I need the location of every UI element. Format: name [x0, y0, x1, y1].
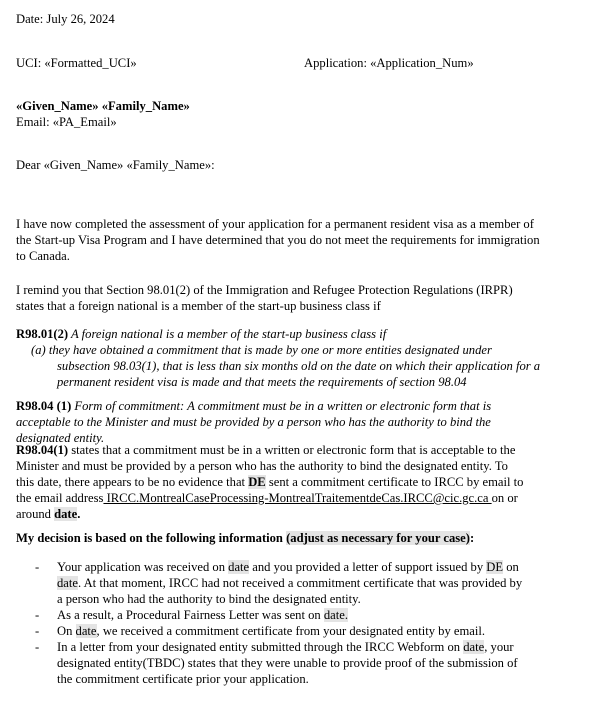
- regulation-ref: R98.01(2): [16, 327, 69, 341]
- decision-heading-text: My decision is based on the following information: [16, 531, 287, 545]
- decision-note: (adjust as necessary for your case): [286, 531, 470, 545]
- salutation: Dear «Given_Name» «Family_Name»:: [16, 158, 215, 172]
- regulation-text: A foreign national is a member of the start-up business class if: [68, 327, 387, 341]
- placeholder-de: DE: [486, 560, 504, 574]
- placeholder-date: date: [57, 576, 78, 590]
- decision-list: [16, 559, 528, 687]
- placeholder-de: DE: [248, 475, 266, 489]
- regulation-text: Form of commitment: A commitment must be in a written or electronic form that is acceptable to the Minister and must be provided by a person who has the authority to bind the designated entity.: [16, 399, 492, 445]
- reminder-paragraph: I remind you that Section 98.01(2) of the Immigration and Refugee Protection Regulations (IRPR) states that a foreign national is a member of the start-up business class if: [16, 283, 513, 313]
- intro-paragraph: I have now completed the assessment of your application for a permanent resident visa as a member of the Start-up Visa Program and I have determined that you do not meet the requirements for immigration to Canada.: [16, 217, 540, 263]
- list-item: [16, 639, 528, 687]
- list-item: [16, 623, 528, 639]
- placeholder-date: date: [75, 624, 97, 638]
- decision-colon: :: [469, 531, 475, 545]
- evidence-paragraph: [16, 442, 528, 522]
- evidence-end: .: [77, 507, 81, 521]
- item-text: and you provided a letter of support issued by: [249, 560, 487, 574]
- regulation-ref: R98.04(1): [16, 443, 69, 457]
- item-text: , your designated entity(TBDC) states that they were unable to provide proof of the submission of the commitment certificate prior your application.: [57, 640, 518, 686]
- placeholder-date: date: [54, 507, 78, 521]
- item-text: . At that moment, IRCC had not received a commitment certificate that was provided by a person who had the authority to bind the designated entity.: [57, 576, 523, 606]
- item-text: , we received a commitment certificate from your designated entity by email.: [96, 624, 486, 638]
- item-text: Your application was received on: [57, 560, 229, 574]
- item-text: on: [503, 560, 519, 574]
- ircc-email-link[interactable]: IRCC.MontrealCaseProcessing-MontrealTraitementdeCas.IRCC@cic.gc.ca: [103, 491, 492, 505]
- evidence-text: sent a commitment certificate to IRCC by email to the email address: [16, 475, 524, 505]
- list-item: [16, 559, 528, 607]
- decision-heading: [16, 530, 474, 546]
- recipient-name: «Given_Name» «Family_Name»: [16, 99, 190, 113]
- regulation-subsection-a: (a) they have obtained a commitment that is made by one or more entities designated under subsection 98.03(1), that is less than six months old on the date on which their application for a permanent resident visa is made and that meets the requirements of section 98.04: [31, 343, 541, 389]
- letter-date: Date: July 26, 2024: [16, 12, 115, 26]
- placeholder-date: date.: [323, 608, 348, 622]
- item-text: In a letter from your designated entity submitted through the IRCC Webform on: [57, 640, 464, 654]
- placeholder-date: date: [228, 560, 250, 574]
- regulation-ref: R98.04 (1): [16, 399, 72, 413]
- regulation-9801: [16, 326, 546, 390]
- placeholder-date: date: [463, 640, 485, 654]
- item-text: As a result, a Procedural Fairness Letter was sent on: [57, 608, 324, 622]
- uci-field: UCI: «Formatted_UCI»: [16, 56, 137, 70]
- list-item: [16, 607, 528, 623]
- application-number-field: Application: «Application_Num»: [304, 56, 474, 70]
- item-text: On: [57, 624, 76, 638]
- evidence-text: on or around: [16, 491, 518, 521]
- recipient-email: Email: «PA_Email»: [16, 115, 117, 129]
- evidence-text: states that a commitment must be in a written or electronic form that is acceptable to the Minister and must be provided by a person who has the authority to bind the designated entity. To this date, there appears to be no evidence that: [16, 443, 516, 489]
- regulation-9804: [16, 398, 548, 446]
